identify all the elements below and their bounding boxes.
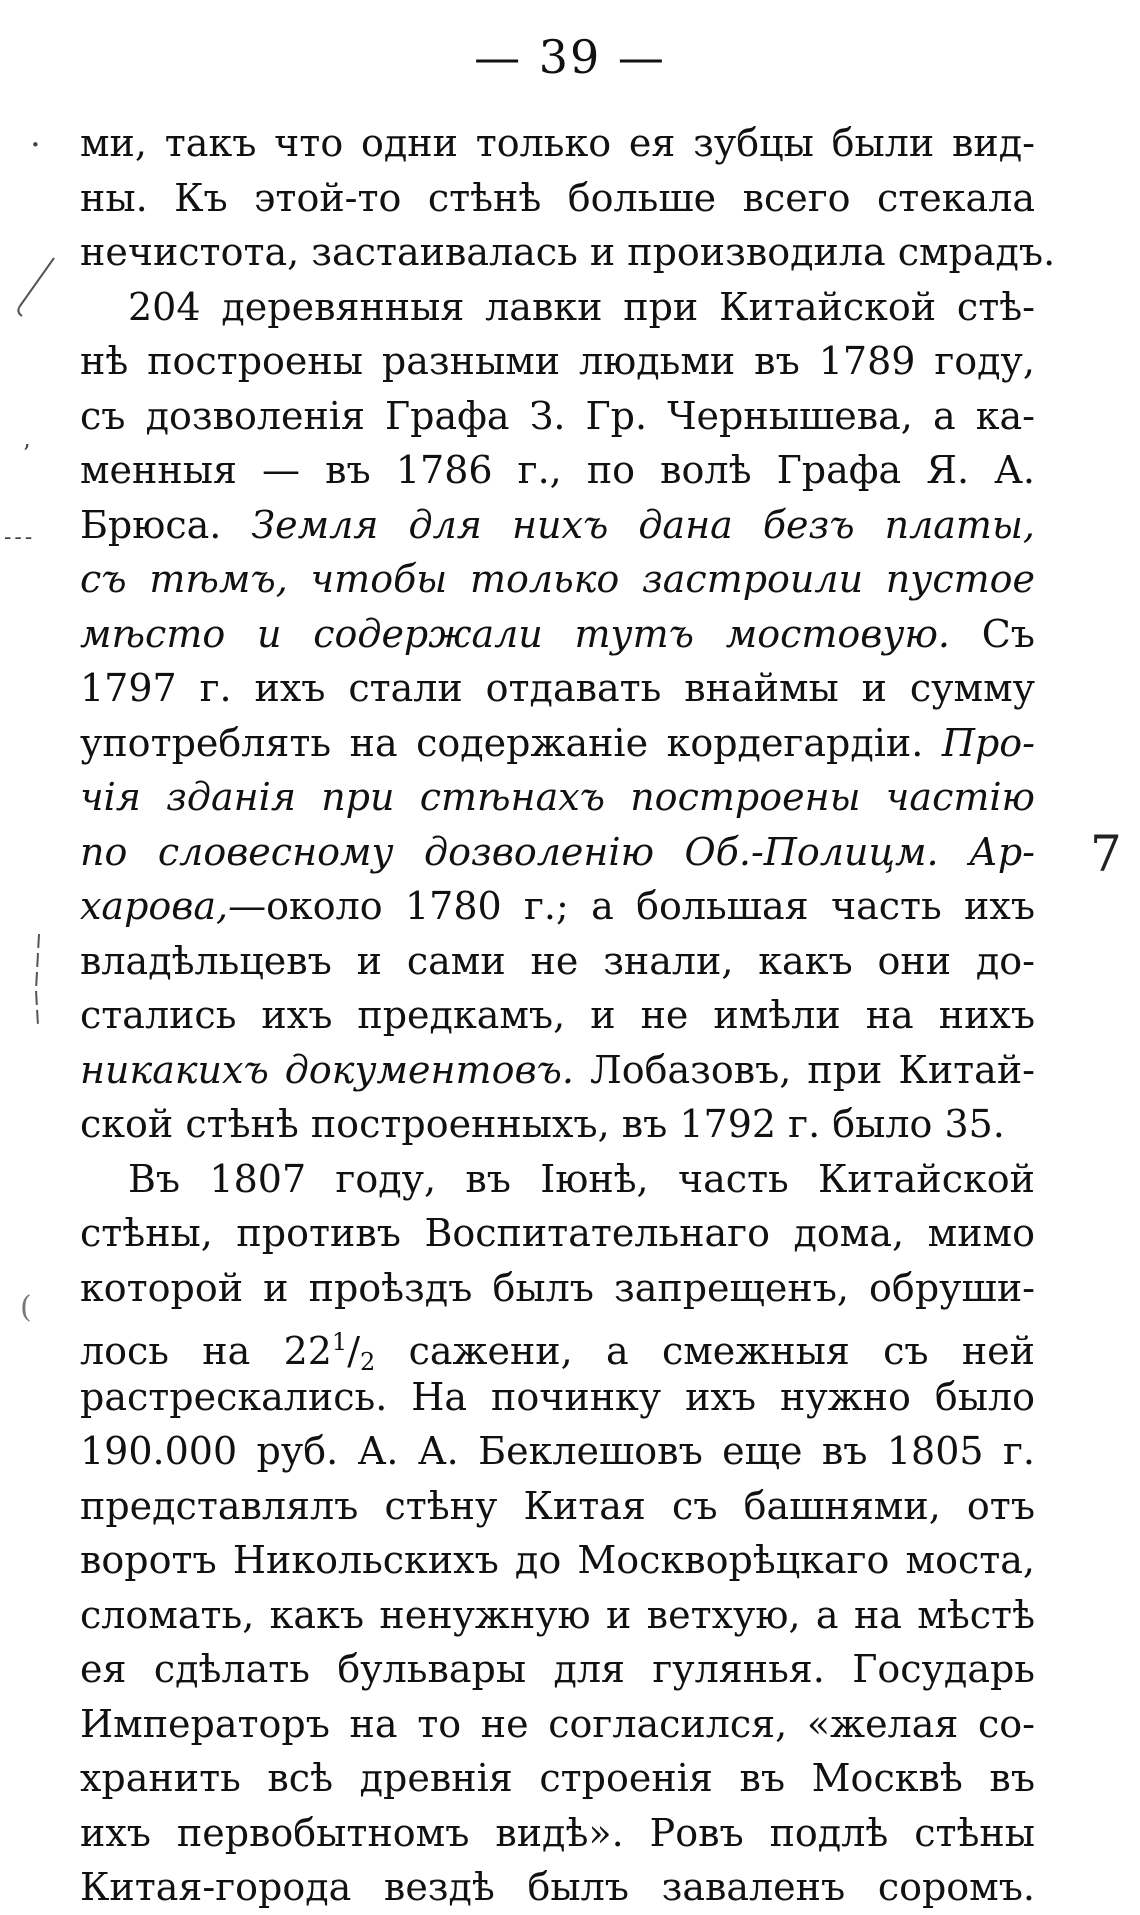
- text-run: 2: [360, 1348, 376, 1376]
- text-run: воротъ Никольскихъ до Москворѣцкаго моста,: [80, 1538, 1035, 1582]
- margin-dash-mark: - - -: [4, 525, 31, 550]
- text-run: стались ихъ предкамъ, и не имѣли на нихъ: [80, 993, 1035, 1037]
- margin-dot-mark: ·: [30, 125, 41, 165]
- text-run: растрескались. На починку ихъ нужно было: [80, 1374, 1035, 1419]
- text-line: [80, 1533, 1035, 1588]
- text-line: [80, 1261, 1035, 1316]
- text-line: [80, 825, 1035, 880]
- text-line: [80, 389, 1035, 444]
- text-line: [80, 334, 1035, 389]
- text-line: [80, 1860, 1035, 1915]
- text-line: [80, 1206, 1035, 1261]
- text-line: [80, 1370, 1035, 1425]
- text-run: Въ 1807 году, въ Іюнѣ, часть Китайской: [128, 1156, 1035, 1201]
- text-line: [80, 1642, 1035, 1697]
- text-line: [80, 552, 1035, 607]
- text-run: которой и проѣздъ былъ запрещенъ, обруши-: [80, 1265, 1035, 1310]
- italic-text-run: Земля для нихъ дана безъ платы,: [251, 502, 1035, 547]
- text-run: представлялъ стѣну Китая съ башнями, отъ: [80, 1483, 1035, 1528]
- text-line: [80, 498, 1035, 553]
- italic-text-run: никакихъ документовъ.: [80, 1047, 574, 1092]
- italic-text-run: чія зданія при стѣнахъ построены частію: [80, 775, 1035, 819]
- text-line: [80, 716, 1035, 771]
- text-line: [80, 116, 1035, 171]
- margin-tick-mark: ʼ: [22, 440, 30, 468]
- text-run: менныя — въ 1786 г., по волѣ Графа Я. А.: [80, 448, 1035, 492]
- text-run: —около 1780 г.; а большая часть ихъ: [228, 884, 1035, 928]
- italic-text-run: мѣсто и содержали тутъ мостовую.: [80, 611, 950, 656]
- text-run: ской стѣнѣ построенныхъ, въ 1792 г. было 35.: [80, 1102, 1005, 1146]
- text-run: /: [347, 1329, 361, 1373]
- text-run: сломать, какъ ненужную и ветхую, а на мѣстѣ: [80, 1592, 1035, 1637]
- text-run: лось на 22: [80, 1329, 332, 1373]
- margin-handwritten-seven: 7: [1090, 825, 1122, 883]
- text-run: 1: [331, 1328, 348, 1356]
- text-run: ны. Къ этой-то стѣнѣ больше всего стекала: [80, 175, 1035, 220]
- text-line: [80, 1806, 1035, 1861]
- italic-text-run: съ тѣмъ, чтобы только застроили пустое: [80, 557, 1035, 601]
- text-run: Китая-города вездѣ былъ заваленъ соромъ.: [80, 1865, 1035, 1909]
- page-number: — 39 —: [474, 30, 666, 84]
- text-run: сажени, а смежныя съ ней: [375, 1329, 1035, 1373]
- text-run: Брюса.: [80, 502, 252, 547]
- text-run: стѣны, противъ Воспитательнаго дома, мимо: [80, 1211, 1035, 1255]
- text-run: съ дозволенія Графа З. Гр. Чернышева, а ка-: [80, 393, 1035, 438]
- text-line: [80, 225, 1056, 280]
- text-run: 1797 г. ихъ стали отдавать внаймы и сумму: [80, 666, 1035, 710]
- text-line: [80, 934, 1035, 989]
- italic-text-run: Про-: [941, 720, 1035, 765]
- text-line: [80, 607, 1035, 662]
- italic-text-run: по словесному дозволенію Об.-Полицм. Ар-: [80, 829, 1035, 874]
- text-line: [80, 1097, 1035, 1152]
- text-line: [80, 443, 1035, 498]
- margin-pencil-slash: [6, 250, 66, 330]
- italic-text-run: харова,: [80, 884, 229, 928]
- text-run: 190.000 руб. А. А. Беклешовъ еще въ 1805 г.: [80, 1429, 1035, 1473]
- margin-pencil-bar: [30, 930, 46, 1030]
- text-run: ми, такъ что одни только ея зубцы были вид-: [80, 121, 1035, 165]
- text-line: [80, 1043, 1035, 1098]
- text-run: нечистота, застаивалась и производила смрадъ.: [80, 230, 1056, 274]
- text-run: ихъ первобытномъ видѣ». Ровъ подлѣ стѣны: [80, 1810, 1035, 1855]
- text-line: [80, 988, 1035, 1043]
- text-run: хранить всѣ древнія строенія въ Москвѣ въ: [80, 1756, 1035, 1800]
- text-line: [80, 1152, 1035, 1207]
- text-run: 204 деревянныя лавки при Китайской стѣ-: [128, 284, 1035, 329]
- text-line: [80, 1479, 1035, 1534]
- text-line: [80, 1751, 1035, 1806]
- text-line: [80, 661, 1035, 716]
- text-line: [80, 1424, 1035, 1479]
- text-run: нѣ построены разными людьми въ 1789 году,: [80, 339, 1035, 383]
- text-line: [80, 280, 1035, 335]
- text-run: Императоръ на то не согласился, «желая со-: [80, 1701, 1035, 1746]
- text-line: [80, 879, 1035, 934]
- text-line: [80, 770, 1035, 825]
- text-line: [80, 1697, 1035, 1752]
- text-run: владѣльцевъ и сами не знали, какъ они до-: [80, 938, 1035, 983]
- text-run: употреблять на содержаніе кордегардіи.: [80, 720, 942, 765]
- text-run: Съ: [949, 611, 1035, 656]
- text-line: [80, 1315, 1035, 1376]
- text-run: Лобазовъ, при Китай-: [573, 1047, 1035, 1092]
- body-text: [80, 116, 1056, 1915]
- margin-paren-mark: (: [20, 1290, 32, 1325]
- text-line: [80, 171, 1035, 226]
- text-run: ея сдѣлать бульвары для гулянья. Государь: [80, 1647, 1035, 1691]
- text-line: [80, 1588, 1035, 1643]
